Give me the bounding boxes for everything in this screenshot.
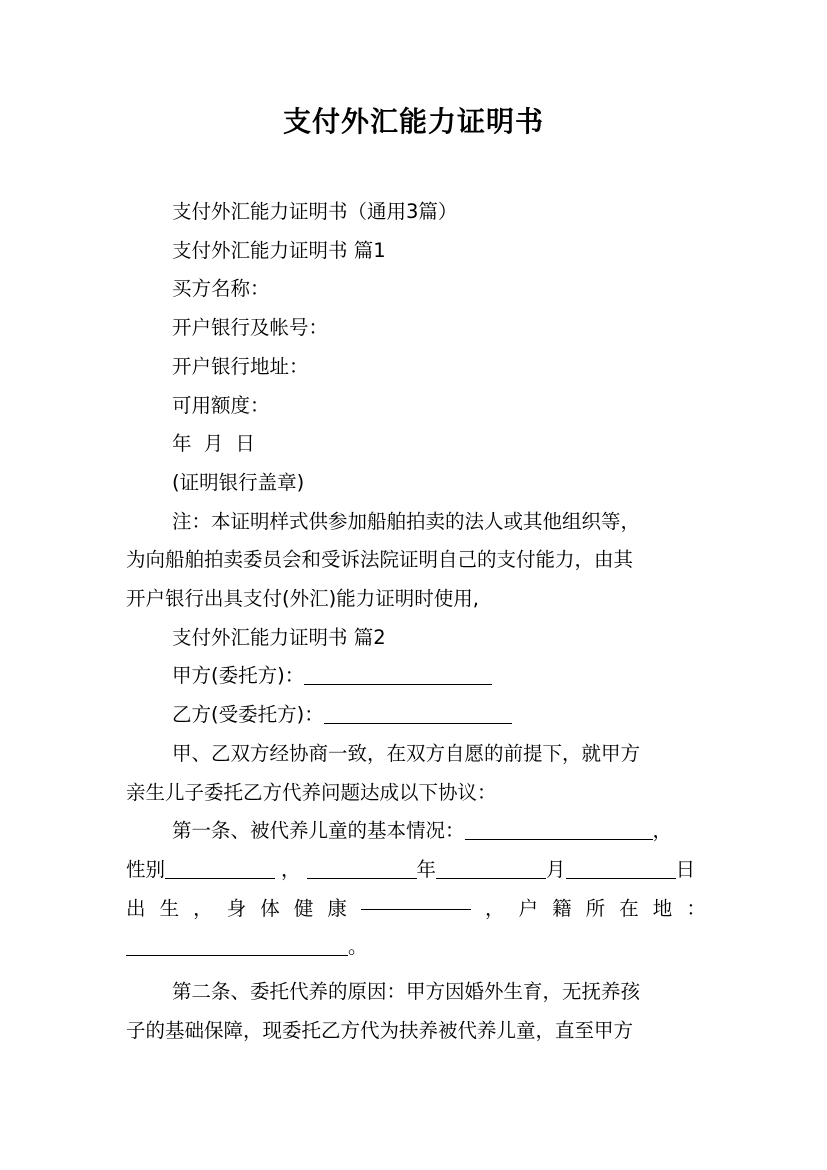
article-2-line-2: 子的基础保障，现委托乙方代为扶养被代养儿童，直至甲方 [126,1018,634,1042]
field-bank-address: 开户银行地址： [172,354,309,378]
article-2-line-1: 第二条、委托代养的原因：甲方因婚外生育，无抚养孩 [172,980,641,1004]
article-1-line-1: 第一条、被代养儿童的基本情况： ， [172,819,673,843]
party-b-blank [324,704,512,725]
paragraph-intro: 支付外汇能力证明书（通用3篇） [172,200,458,223]
field-credit-limit: 可用额度： [172,393,270,417]
article-1-label: 第一条、被代养儿童的基本情况： [172,819,465,843]
section-heading-1: 支付外汇能力证明书 篇1 [172,238,386,262]
section-heading-2: 支付外汇能力证明书 篇2 [172,625,386,649]
party-b-label: 乙方(受委托方)： [172,703,324,727]
agreement-line-1: 甲、乙双方经协商一致，在双方自愿的前提下，就甲方 [172,741,641,765]
note-line-3: 开户银行出具支付(外汇)能力证明时使用, [126,587,479,611]
date-line: 年 月 日 [172,432,258,456]
document-body [126,193,706,1050]
party-a-label: 甲方(委托方)： [172,664,305,688]
party-a-line [126,657,706,696]
bank-seal-note: (证明银行盖章) [172,470,305,494]
note-line-1: 注：本证明样式供参加船舶拍卖的法人或其他组织等， [172,509,641,533]
birth-day-blank [566,858,676,879]
child-name-blank [465,820,653,841]
party-b-line [126,696,706,735]
field-buyer-name: 买方名称： [172,277,270,301]
gender-blank [165,858,275,879]
health-blank [361,890,471,911]
birth-month-blank [436,858,546,879]
article-1-line-2: 性别 ， 年 月 日 [126,857,696,881]
document-title: 支付外汇能力证明书 [282,105,544,138]
household-registration-blank [126,936,348,957]
field-bank-account: 开户银行及帐号： [172,316,329,340]
article-1-line-3: 出 生 ， 身 体 健 康 ， 户 籍 所 在 地 ： [126,890,706,929]
note-line-2: 为向船舶拍卖委员会和受诉法院证明自己的支付能力，由其 [126,548,634,572]
article-1-line-4: 。 [126,928,706,967]
agreement-line-2: 亲生儿子委托乙方代养问题达成以下协议： [126,780,497,804]
birth-year-blank [307,858,417,879]
party-a-blank [304,665,492,686]
